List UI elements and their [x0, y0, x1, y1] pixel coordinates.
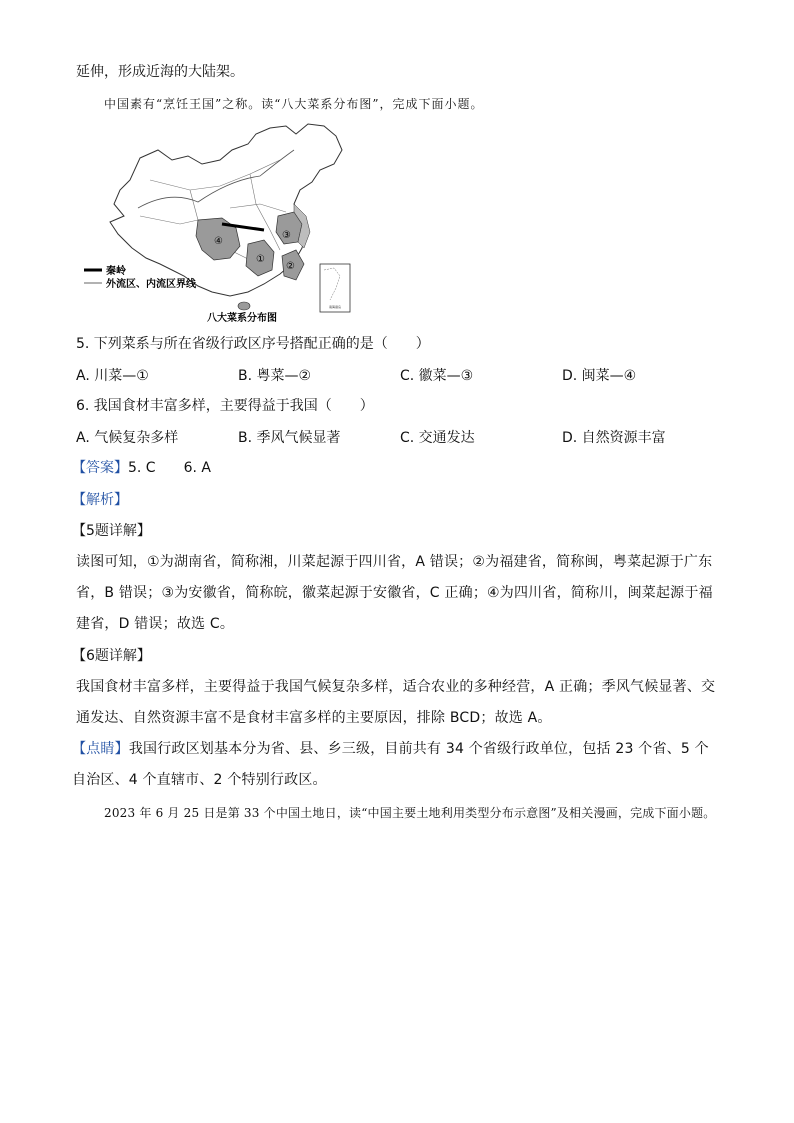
note-text: 我国行政区划基本分为省、县、乡三级，目前共有 34 个省级行政单位，包括 23 个省、5 个自治区、4 个直辖市、2 个特别行政区。	[72, 741, 709, 788]
analysis-label: 【解析】	[72, 492, 128, 508]
q5-option-b: B. 粤菜—②	[238, 368, 312, 384]
question-intro: 中国素有“烹饪王国”之称。读“八大菜系分布图”，完成下面小题。	[104, 97, 484, 111]
q5-option-c: C. 徽菜—③	[400, 368, 474, 384]
answer-text: 5. C 6. A	[128, 460, 211, 476]
question-5-stem: 5. 下列菜系与所在省级行政区序号搭配正确的是（ ）	[76, 336, 430, 352]
marker-4: ④	[214, 236, 223, 247]
detail-5-text: 读图可知，①为湖南省，简称湘，川菜起源于四川省，A 错误；②为福建省，简称闽，粤菜起源于广东省，B 错误；③为安徽省，简称皖，徽菜起源于安徽省，C 正确；④为四川省，简称川，闽菜起源于福建省，D 错误；故选 C。	[76, 554, 713, 632]
inset-label: 南海诸岛	[328, 305, 342, 309]
legend-boundary-label: 外流区、内流区界线	[106, 279, 196, 290]
hainan-island	[238, 302, 250, 310]
china-outline	[110, 124, 342, 296]
legend-qinling-label: 秦岭	[106, 266, 126, 277]
question-6-stem: 6. 我国食材丰富多样，主要得益于我国（ ）	[76, 398, 374, 414]
note-label: 【点睛】	[72, 741, 129, 757]
intro-line: 延伸，形成近海的大陆架。	[76, 64, 244, 80]
next-question-intro: 2023 年 6 月 25 日是第 33 个中国土地日，读“中国主要土地利用类型分布示意图”及相关漫画，完成下面小题。	[104, 806, 716, 820]
answer-label: 【答案】	[72, 460, 128, 476]
detail-5-label: 【5题详解】	[72, 523, 151, 539]
q5-option-d: D. 闽菜—④	[562, 368, 637, 384]
answer-line	[72, 458, 211, 478]
q5-option-a: A. 川菜—①	[76, 368, 149, 384]
cuisine-map	[80, 120, 360, 326]
q6-option-c: C. 交通发达	[400, 430, 475, 446]
q6-option-b: B. 季风气候显著	[238, 430, 341, 446]
q6-option-d: D. 自然资源丰富	[562, 430, 666, 446]
marker-3: ③	[282, 230, 291, 241]
detail-6-text: 我国食材丰富多样，主要得益于我国气候复杂多样，适合农业的多种经营，A 正确；季风气候显著、交通发达、自然资源丰富不是食材丰富多样的主要原因，排除 BCD；故选 A。	[76, 679, 716, 726]
detail-6-label: 【6题详解】	[72, 648, 151, 664]
marker-2: ②	[286, 261, 295, 272]
note-paragraph	[72, 734, 716, 796]
q6-option-a: A. 气候复杂多样	[76, 430, 179, 446]
marker-1: ①	[256, 254, 265, 265]
map-caption: 八大菜系分布图	[207, 313, 277, 324]
